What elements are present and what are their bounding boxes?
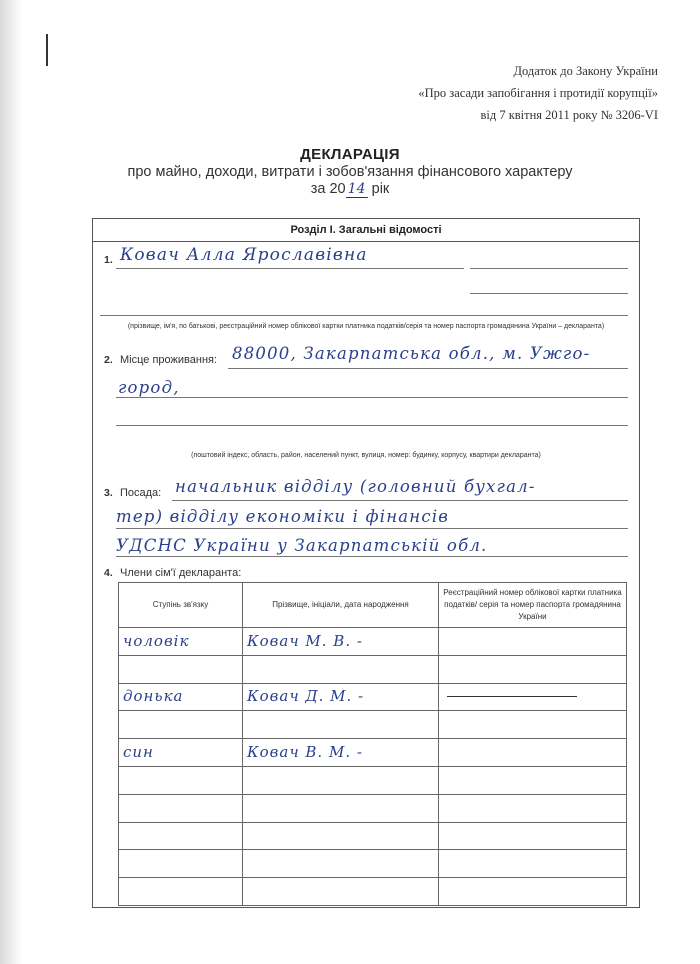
table-row (119, 822, 627, 850)
member-name-cell (243, 628, 439, 656)
item-1-line-3 (470, 293, 628, 294)
member-name-value: Ковач Д. М. - (247, 687, 365, 706)
table-row (119, 794, 627, 822)
item-2-caption: (поштовий індекс, область, район, населений пункт, вулиця, номер: будинку, корпусу, квартири декларанта) (191, 452, 541, 459)
member-name-value: Ковач В. М. - (247, 743, 363, 762)
relation-cell (119, 683, 243, 711)
document-subtitle: про майно, доходи, витрати і зобов'язання фінансового характеру (127, 164, 573, 180)
item-2-label: Місце проживання: (120, 354, 218, 366)
relation-cell (119, 739, 243, 767)
item-2-number: 2. (104, 354, 113, 366)
family-members-table (118, 582, 627, 906)
item-3-number: 3. (104, 487, 113, 499)
member-name-cell (243, 683, 439, 711)
item-3-line-3 (116, 556, 628, 557)
section-title: Розділ І. Загальні відомості (92, 218, 640, 242)
table-row (119, 683, 627, 711)
scan-mark (46, 34, 48, 66)
table-row (119, 878, 627, 906)
item-3-label: Посада: (120, 487, 162, 499)
column-header-name: Прізвище, ініціали, дата народження (243, 583, 439, 628)
relation-value: чоловік (123, 631, 190, 650)
item-3-handwritten-line-3: УДСНС України у Закарпатській обл. (116, 536, 488, 555)
item-3-line-2 (116, 528, 628, 529)
declaration-year (0, 181, 700, 198)
registration-cell (439, 628, 627, 656)
item-1-line (116, 268, 464, 269)
item-1-line-4 (100, 315, 628, 316)
addendum-reference (418, 60, 658, 126)
item-3-line-1 (172, 500, 628, 501)
table-row (119, 628, 627, 656)
column-header-registration: Реєстраційний номер облікової картки платника податків/ серія та номер паспорта громадянина України (439, 583, 627, 628)
addendum-line-2: «Про засади запобігання і протидії корупції» (418, 86, 658, 100)
registration-cell (439, 739, 627, 767)
year-handwritten: 14 (346, 181, 368, 198)
item-2-handwritten-line-1: 88000, Закарпатська обл., м. Ужго- (232, 344, 591, 363)
table-row (119, 850, 627, 878)
table-row (119, 655, 627, 683)
table-row (119, 711, 627, 739)
item-2-handwritten-line-2: город, (118, 378, 180, 397)
item-1-caption: (прізвище, ім'я, по батькові, реєстраційний номер облікової картки платника податків/серія та номер паспорта громадянина України – декларанта) (127, 323, 605, 330)
year-prefix: за 20 (310, 181, 346, 197)
item-2-line-1 (228, 368, 628, 369)
column-header-relation: Ступінь зв'язку (119, 583, 243, 628)
item-1-line-2 (470, 268, 628, 269)
item-4-number: 4. (104, 567, 113, 579)
item-2-line-2 (116, 397, 628, 398)
table-row (119, 766, 627, 794)
addendum-line-1: Додаток до Закону України (513, 64, 658, 78)
registration-dash (447, 696, 577, 697)
year-suffix: рік (371, 181, 390, 197)
relation-value: син (123, 743, 154, 762)
item-3-handwritten-line-1: начальник відділу (головний бухгал- (175, 477, 536, 496)
member-name-cell (243, 739, 439, 767)
addendum-line-3: від 7 квітня 2011 року № 3206-VI (480, 108, 658, 122)
item-1-handwritten-name: Ковач Алла Ярославівна (120, 245, 368, 265)
item-2-line-3 (116, 425, 628, 426)
item-4-label: Члени сім'ї декларанта: (120, 567, 242, 579)
member-name-value: Ковач М. В. - (247, 631, 363, 650)
scan-edge-shadow (0, 0, 22, 964)
table-row (119, 739, 627, 767)
item-1-number: 1. (104, 254, 113, 266)
relation-value: донька (123, 687, 184, 706)
table-header-row (119, 583, 627, 628)
document-title: ДЕКЛАРАЦІЯ (300, 146, 400, 163)
registration-cell (439, 683, 627, 711)
relation-cell (119, 628, 243, 656)
item-3-handwritten-line-2: тер) відділу економіки і фінансів (116, 507, 450, 526)
